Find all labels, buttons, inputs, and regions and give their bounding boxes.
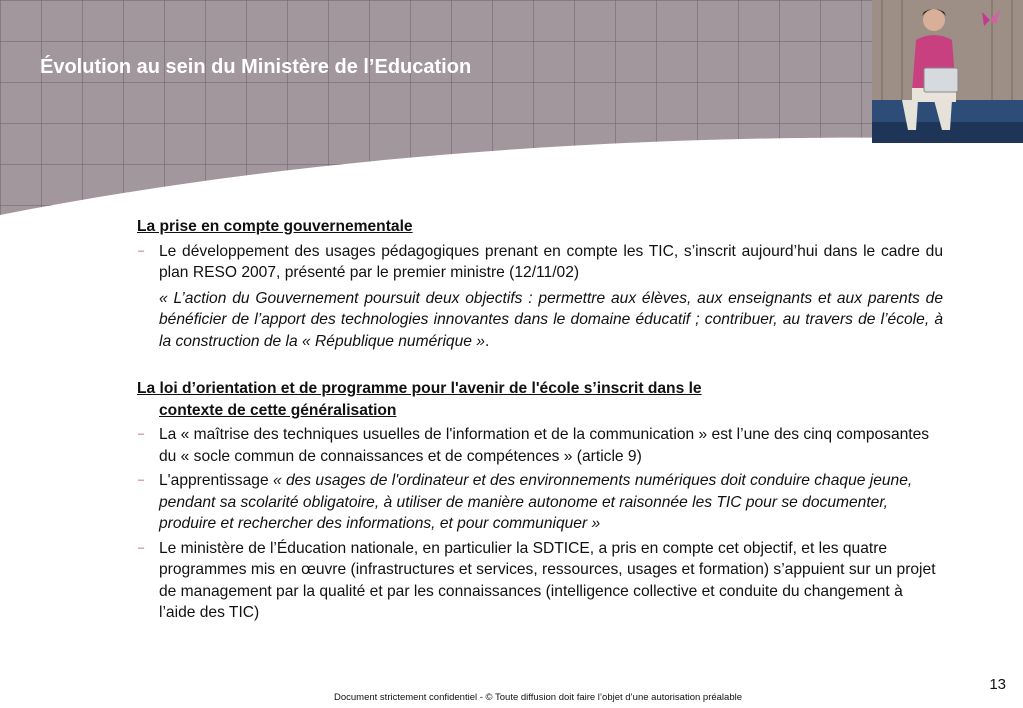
confidential-footer: Document strictement confidentiel - © Toute diffusion doit faire l’objet d’une autorisation préalable: [334, 692, 742, 703]
bullet-text-italic: « des usages de l'ordinateur et des environnements numériques doit conduire chaque jeune, pendant sa scolarité obligatoire, à utiliser de manière autonome et raisonnée les TIC pour se documenter, produire et rechercher des informations, et pour communiquer »: [159, 472, 913, 532]
bullet-item: [137, 538, 943, 624]
bullet-dash: –: [138, 541, 145, 554]
slide-content: [137, 216, 943, 624]
bullet-item: [137, 470, 943, 535]
section-heading-law-line2: contexte de cette généralisation: [159, 401, 397, 419]
bullet-item: [137, 241, 943, 284]
bullet-text: Le ministère de l’Éducation nationale, en particulier la SDTICE, a pris en compte cet objectif, et les quatre programmes mis en œuvre (infrastructures et services, ressources, usages et formation) s’appuient sur un projet de management par la qualité et par les connaissances (intelligence collective et conduite du changement à l’aide des TIC): [159, 539, 936, 621]
quote-end: .: [484, 332, 490, 350]
page-number: 13: [989, 676, 1006, 693]
bullet-dash: –: [138, 474, 145, 486]
section-heading-government: La prise en compte gouvernementale: [137, 218, 413, 235]
bullet-text: La « maîtrise des techniques usuelles de l'information et de la communication » est l’une des cinq composantes du « socle commun de connaissances et de compétences » (article 9): [159, 426, 930, 465]
bullet-dash: –: [138, 244, 145, 257]
header-grid-background: [0, 0, 1023, 230]
quote-government: [137, 288, 943, 353]
woman-with-laptop-photo: [872, 0, 1023, 143]
section-heading-law-line1: La loi d’orientation et de programme pour l'avenir de l'école s’inscrit dans le: [137, 380, 702, 397]
slide-title: Évolution au sein du Ministère de l’Education: [40, 56, 472, 78]
section-heading-law: [137, 378, 943, 400]
bullet-text-prefix: L'apprentissage: [159, 472, 273, 489]
quote-text: « L’action du Gouvernement poursuit deux objectifs : permettre aux élèves, aux enseignants et aux parents de bénéficier de l’apport des technologies innovantes dans le domaine éducatif ; contribuer, au travers de l’école, à la construction de la « République numérique »: [159, 289, 943, 350]
bullet-item: [137, 424, 943, 467]
bullet-text: Le développement des usages pédagogiques prenant en compte les TIC, s’inscrit aujourd’hui dans le cadre du plan RESO 2007, présenté par le premier ministre (12/11/02): [159, 242, 943, 281]
bullet-dash: –: [138, 428, 145, 440]
